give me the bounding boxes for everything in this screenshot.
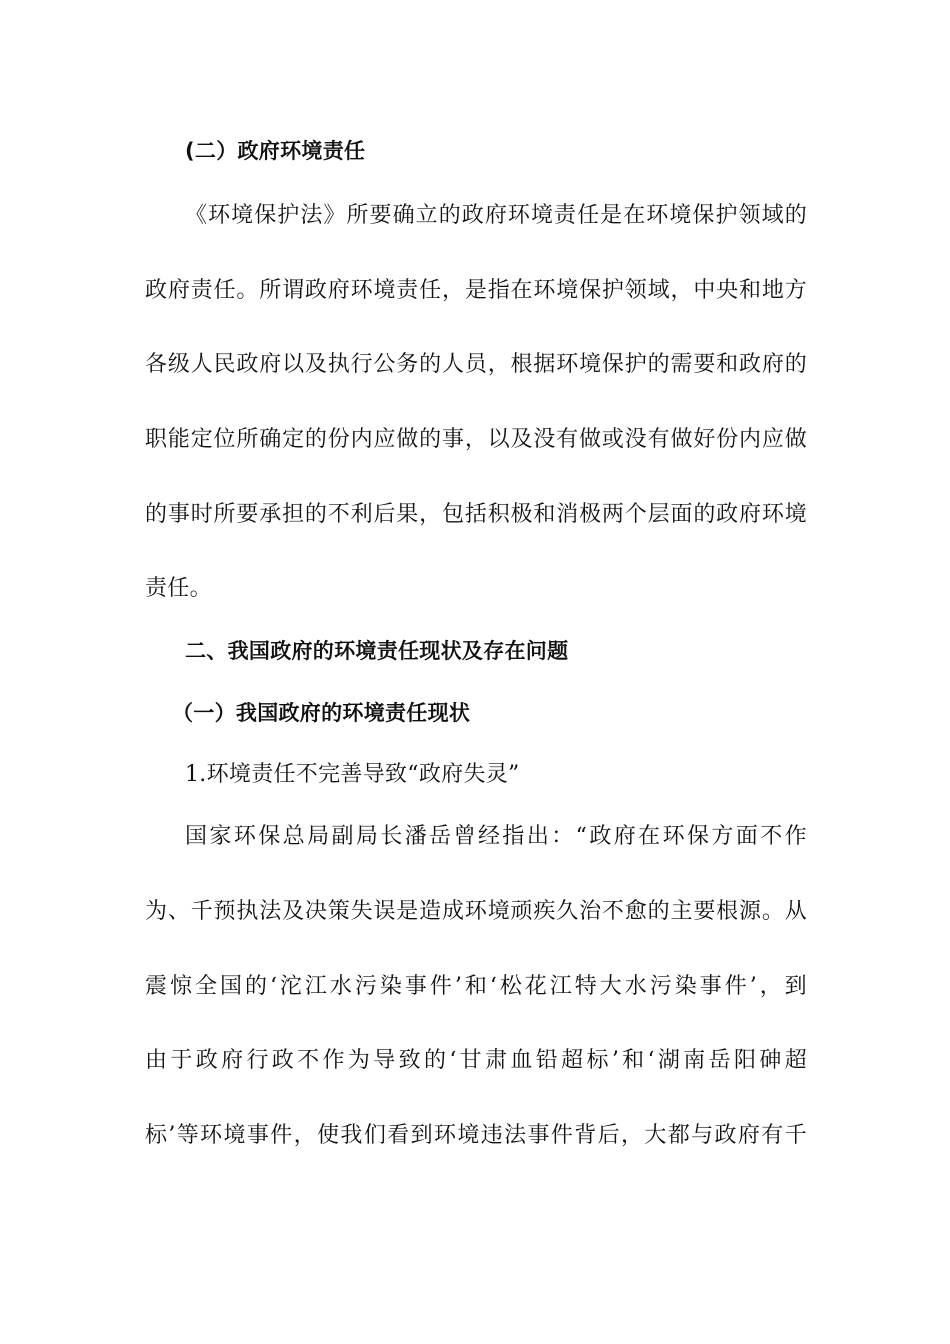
paragraph-line: 各级人民政府以及执行公务的人员，根据环境保护的需要和政府的 — [145, 352, 807, 377]
item-heading: 1.环境责任不完善导致“政府失灵” — [185, 762, 520, 787]
paragraph-line: 职能定位所确定的份内应做的事，以及没有做或没有做好份内应做 — [145, 427, 807, 452]
paragraph-line: 政府责任。所谓政府环境责任，是指在环境保护领域，中央和地方 — [145, 278, 807, 303]
paragraph-line: 由于政府行政不作为导致的‘甘肃血铅超标’和‘湖南岳阳砷超 — [145, 1048, 807, 1073]
paragraph-line: 标’等环境事件，使我们看到环境违法事件背后，大都与政府有千 — [145, 1123, 807, 1148]
paragraph-line: 国家环保总局副局长潘岳曾经指出：“政府在环保方面不作 — [185, 824, 807, 849]
subsection-heading: （一）我国政府的环境责任现状 — [172, 701, 471, 725]
paragraph-line: 震惊全国的‘沱江水污染事件’和‘松花江特大水污染事件’，到 — [145, 974, 807, 999]
paragraph-line: 责任。 — [145, 576, 212, 601]
section-heading: (二）政府环境责任 — [185, 139, 366, 163]
paragraph-line: 《环境保护法》所要确立的政府环境责任是在环境保护领域的 — [185, 203, 807, 228]
paragraph-line: 为、千预执法及决策失误是造成环境顽疾久治不愈的主要根源。从 — [145, 899, 807, 924]
paragraph-line: 的事时所要承担的不利后果，包括积极和消极两个层面的政府环境 — [145, 502, 807, 527]
chapter-heading: 二、我国政府的环境责任现状及存在问题 — [185, 639, 569, 663]
